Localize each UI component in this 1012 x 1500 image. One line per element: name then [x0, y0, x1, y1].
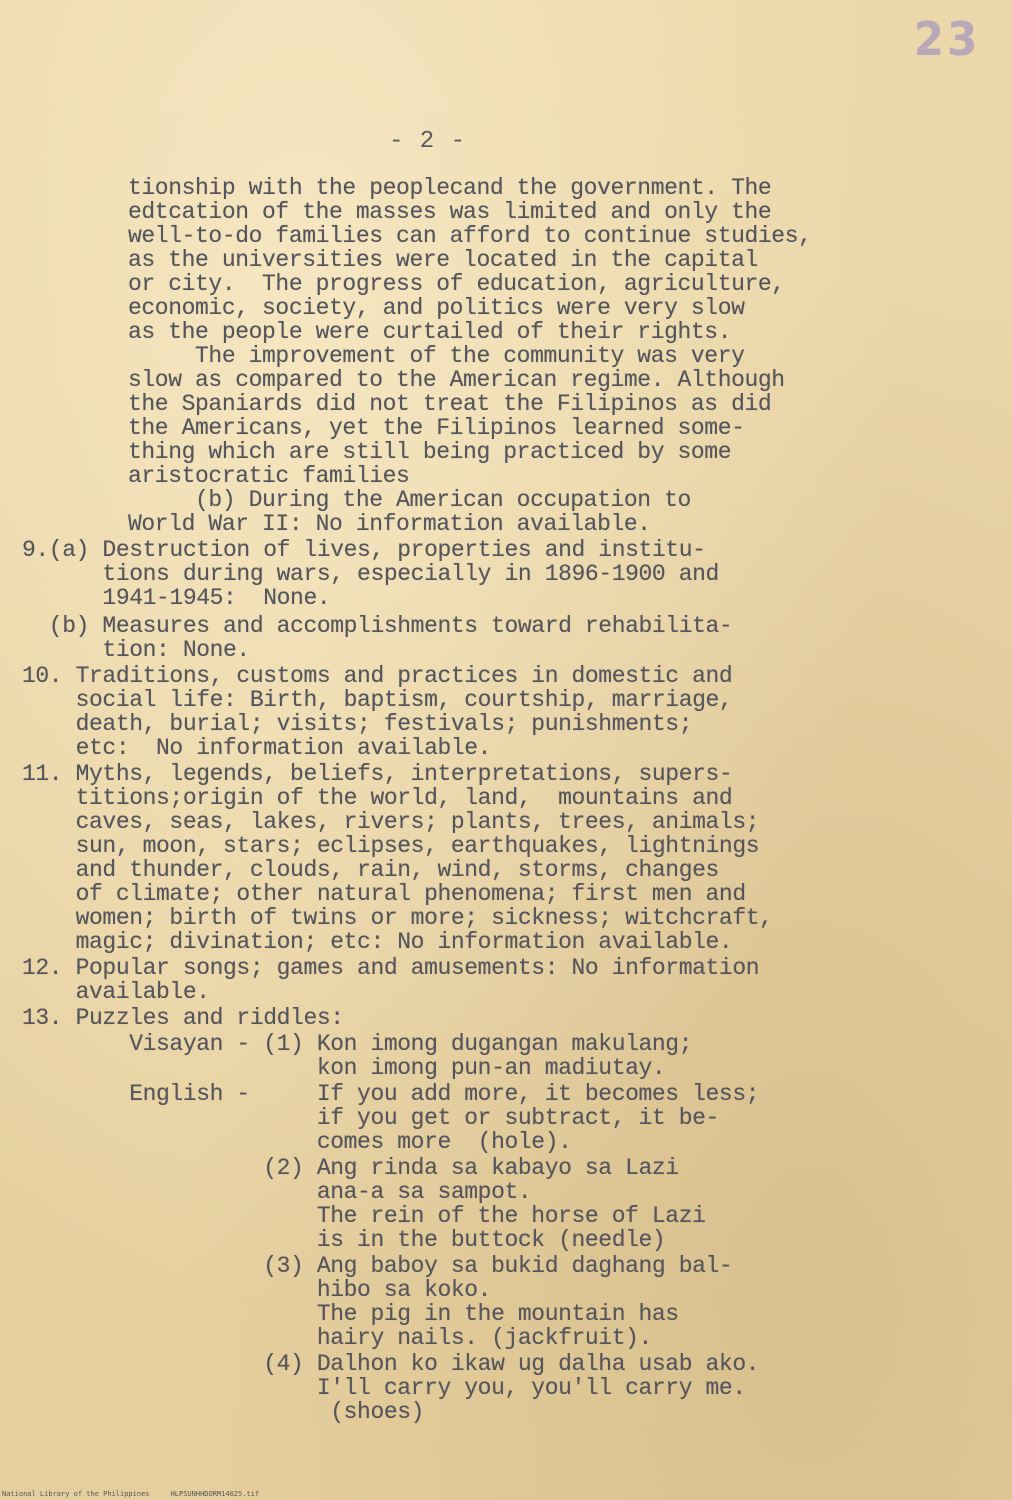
text-line: etc: No information available. — [22, 735, 492, 761]
text-line: sun, moon, stars; eclipses, earthquakes, lightnings — [22, 833, 760, 859]
text-line: of climate; other natural phenomena; first men and — [22, 881, 746, 907]
text-line: economic, society, and politics were very slow — [128, 295, 745, 321]
text-line: is in the buttock (needle) — [22, 1227, 666, 1253]
text-line: the Spaniards did not treat the Filipinos as did — [128, 391, 772, 417]
text-line: English - If you add more, it becomes less; — [22, 1081, 760, 1107]
text-line: (shoes) — [22, 1399, 425, 1425]
text-line: women; birth of twins or more; sickness; witchcraft, — [22, 905, 773, 931]
text-line: The pig in the mountain has — [22, 1301, 679, 1327]
text-line: (b) Measures and accomplishments toward rehabilita- — [22, 613, 733, 639]
text-line: if you get or subtract, it be- — [22, 1105, 719, 1131]
text-line: 1941-1945: None. — [22, 585, 331, 611]
text-line: (2) Ang rinda sa kabayo sa Lazi — [22, 1155, 679, 1181]
text-line: tionship with the peoplecand the government. The — [128, 175, 772, 201]
text-line: or city. The progress of education, agriculture, — [128, 271, 785, 297]
text-line: as the universities were located in the capital — [128, 247, 758, 273]
scan-footer: National Library of the Philippines HLPSUNHHDORM14025.tif — [2, 1490, 260, 1498]
text-line: I'll carry you, you'll carry me. — [22, 1375, 746, 1401]
text-line: ana-a sa sampot. — [22, 1179, 532, 1205]
text-line: well-to-do families can afford to continue studies, — [128, 223, 812, 249]
text-line: death, burial; visits; festivals; punishments; — [22, 711, 693, 737]
text-line: the Americans, yet the Filipinos learned some- — [128, 415, 745, 441]
text-line: 10. Traditions, customs and practices in domestic and — [22, 663, 733, 689]
text-line: as the people were curtailed of their rights. — [128, 319, 732, 345]
text-line: tion: None. — [22, 637, 250, 663]
archive-stamp-number: 23 — [913, 12, 981, 66]
text-line: and thunder, clouds, rain, wind, storms, changes — [22, 857, 719, 883]
text-line: hibo sa koko. — [22, 1277, 492, 1303]
text-line: The rein of the horse of Lazi — [22, 1203, 706, 1229]
text-line: comes more (hole). — [22, 1129, 572, 1155]
text-line: (b) During the American occupation to — [128, 487, 691, 513]
text-line: hairy nails. (jackfruit). — [22, 1325, 652, 1351]
text-line: caves, seas, lakes, rivers; plants, trees, animals; — [22, 809, 760, 835]
text-line: 12. Popular songs; games and amusements: No information — [22, 955, 760, 981]
text-line: Visayan - (1) Kon imong dugangan makulang; — [22, 1031, 693, 1057]
text-line: edtcation of the masses was limited and only the — [128, 199, 772, 225]
text-line: 11. Myths, legends, beliefs, interpretations, supers- — [22, 761, 733, 787]
text-line: social life: Birth, baptism, courtship, marriage, — [22, 687, 733, 713]
text-line: 9.(a) Destruction of lives, properties and institu- — [22, 537, 706, 563]
text-line: available. — [22, 979, 210, 1005]
text-line: aristocratic families — [128, 463, 410, 489]
text-line: 13. Puzzles and riddles: — [22, 1005, 344, 1031]
text-line: World War II: No information available. — [128, 511, 651, 537]
text-line: tions during wars, especially in 1896-1900 and — [22, 561, 719, 587]
text-line: slow as compared to the American regime. Although — [128, 367, 785, 393]
text-line: (4) Dalhon ko ikaw ug dalha usab ako. — [22, 1351, 760, 1377]
text-line: kon imong pun-an madiutay. — [22, 1055, 666, 1081]
text-line: (3) Ang baboy sa bukid daghang bal- — [22, 1253, 733, 1279]
text-line: magic; divination; etc: No information available. — [22, 929, 733, 955]
page-number: - 2 - — [389, 128, 467, 155]
text-line: The improvement of the community was very — [128, 343, 745, 369]
text-line: thing which are still being practiced by some — [128, 439, 732, 465]
text-line: titions;origin of the world, land, mountains and — [22, 785, 733, 811]
